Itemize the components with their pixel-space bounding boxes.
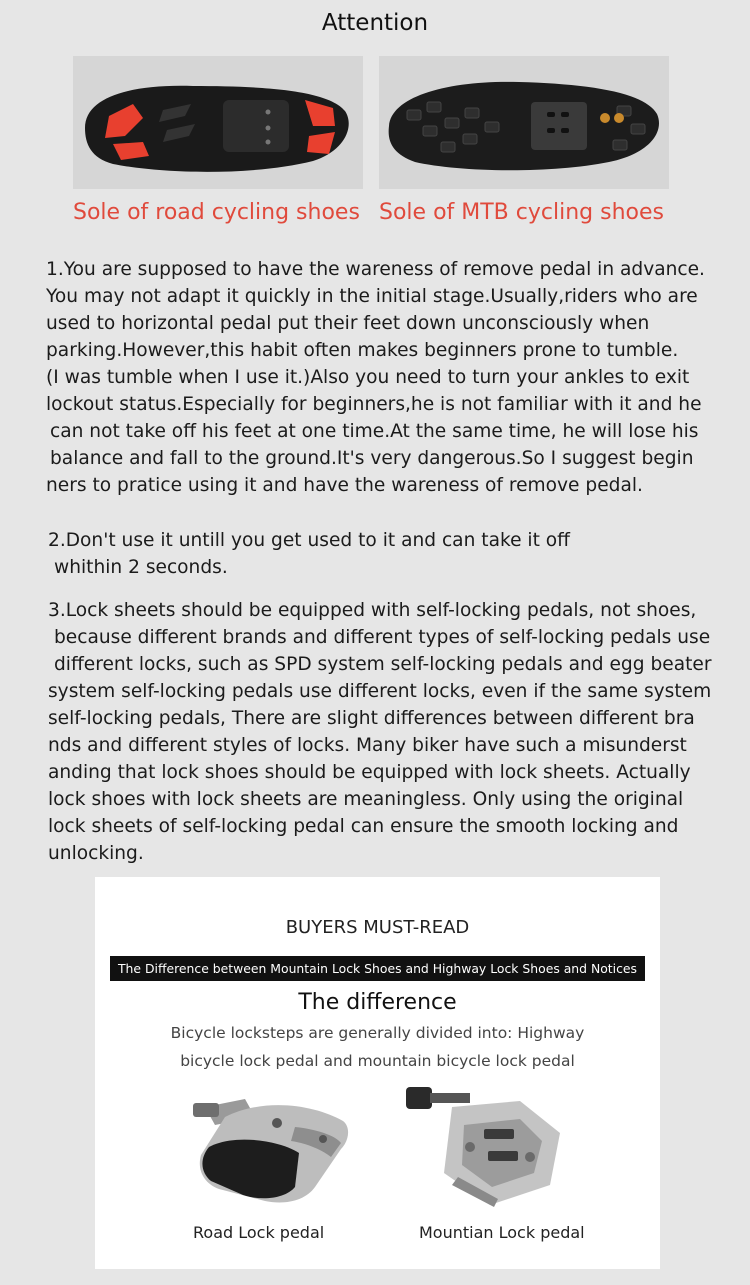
note-1 <box>46 256 736 499</box>
note-line: lockout status.Especially for beginners,he is not familiar with it and he <box>46 394 702 415</box>
mtb-pedal-icon <box>400 1077 570 1217</box>
note-line: parking.However,this habit often makes beginners prone to tumble. <box>46 340 679 361</box>
buyers-must-read-card <box>95 877 660 1269</box>
note-line: 3.Lock sheets should be equipped with self-locking pedals, not shoes, <box>48 600 697 621</box>
road-pedal-label: Road Lock pedal <box>193 1223 325 1242</box>
note-line: used to horizontal pedal put their feet down unconsciously when <box>46 313 650 334</box>
card-subtitle: The difference <box>298 990 457 1015</box>
note-2 <box>48 527 738 581</box>
road-pedal-image <box>185 1077 355 1217</box>
mtb-sole-icon <box>379 56 669 189</box>
note-line: unlocking. <box>48 843 144 864</box>
road-pedal-icon <box>185 1077 355 1217</box>
mtb-shoe-sole-image <box>379 56 669 189</box>
note-line: nds and different styles of locks. Many biker have such a misunderst <box>48 735 687 756</box>
mtb-pedal-label: Mountian Lock pedal <box>419 1223 585 1242</box>
card-heading: BUYERS MUST-READ <box>285 917 470 938</box>
road-sole-icon <box>73 56 363 189</box>
road-shoe-sole-image <box>73 56 363 189</box>
note-line: (I was tumble when I use it.)Also you need to turn your ankles to exit <box>46 367 690 388</box>
note-line: system self-locking pedals use different locks, even if the same system <box>48 681 712 702</box>
card-banner: The Difference between Mountain Lock Shoes and Highway Lock Shoes and Notices <box>110 956 645 981</box>
note-line: because different brands and different types of self-locking pedals use <box>54 627 711 648</box>
card-description-line: bicycle lock pedal and mountain bicycle lock pedal <box>180 1052 575 1070</box>
page-title: Attention <box>321 10 429 36</box>
note-line: whithin 2 seconds. <box>54 557 228 578</box>
note-line: You may not adapt it quickly in the initial stage.Usually,riders who are <box>46 286 698 307</box>
note-line: can not take off his feet at one time.At the same time, he will lose his <box>50 421 699 442</box>
card-description <box>95 1019 660 1075</box>
note-line: 2.Don't use it untill you get used to it and can take it off <box>48 530 570 551</box>
card-description-line: Bicycle locksteps are generally divided into: Highway <box>170 1024 585 1042</box>
note-line: ners to pratice using it and have the wareness of remove pedal. <box>46 475 643 496</box>
note-line: anding that lock shoes should be equipped with lock sheets. Actually <box>48 762 691 783</box>
note-line: lock shoes with lock sheets are meaningless. Only using the original <box>48 789 684 810</box>
note-line: different locks, such as SPD system self-locking pedals and egg beater <box>54 654 712 675</box>
note-3 <box>48 597 738 867</box>
note-line: balance and fall to the ground.It's very dangerous.So I suggest begin <box>50 448 694 469</box>
road-sole-caption: Sole of road cycling shoes <box>73 200 360 225</box>
mtb-sole-caption: Sole of MTB cycling shoes <box>379 200 664 225</box>
note-line: 1.You are supposed to have the wareness of remove pedal in advance. <box>46 259 705 280</box>
note-line: self-locking pedals, There are slight differences between different bra <box>48 708 695 729</box>
note-line: lock sheets of self-locking pedal can ensure the smooth locking and <box>48 816 679 837</box>
mtb-pedal-image <box>400 1077 570 1217</box>
